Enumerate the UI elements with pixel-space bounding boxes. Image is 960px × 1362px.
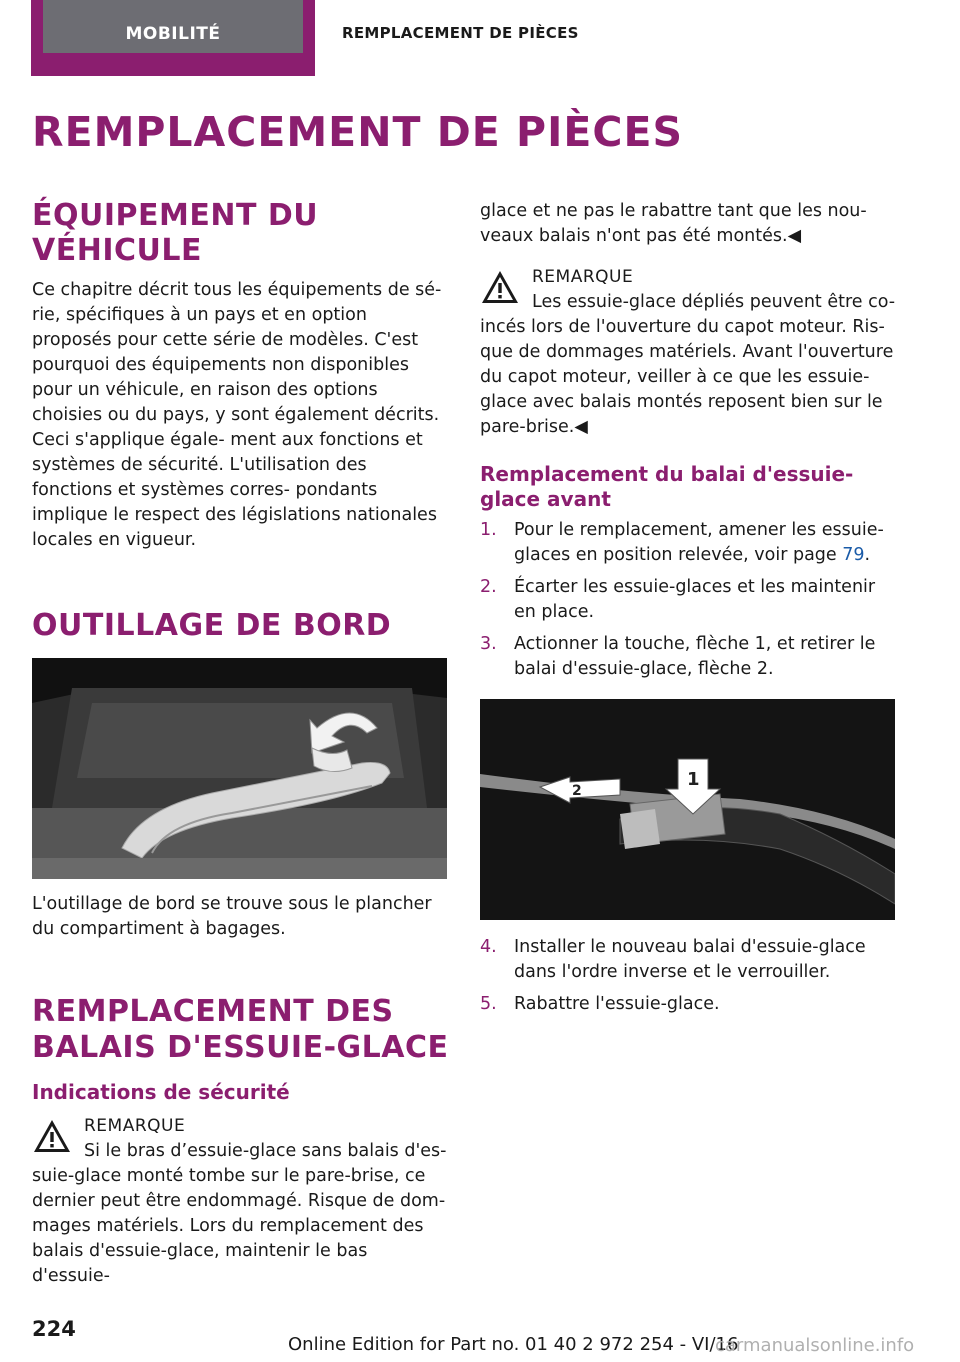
step-1: [480, 518, 898, 568]
section-heading-tools: OUTILLAGE DE BORD: [32, 608, 392, 643]
page-number: 224: [32, 1317, 76, 1341]
page-title: REMPLACEMENT DE PIÈCES: [32, 108, 683, 156]
step-number: 1.: [480, 520, 497, 540]
steps-list-2: [480, 935, 898, 1017]
trunk-illustration: [32, 658, 447, 879]
step-text-end: .: [864, 545, 871, 565]
step-3: [480, 632, 898, 682]
edition-footer: Online Edition for Part no. 01 40 2 972 254 - VI/16: [288, 1334, 739, 1355]
arrow-2-label: 2: [572, 783, 582, 799]
chapter-tab-label: MOBILITÉ: [43, 0, 303, 53]
left-column: [32, 198, 450, 1289]
step-number: 5.: [480, 994, 497, 1014]
warning-title-2: REMARQUE: [532, 267, 634, 287]
step-text: Écarter les essuie-glaces et les maintenir en place.: [514, 577, 876, 622]
watermark: carmanualsonline.info: [715, 1335, 915, 1356]
warning-text-2-first: Les essuie-glace dépliés peuvent être co-: [532, 292, 896, 312]
step-5: [480, 992, 898, 1017]
warning-continuation: glace et ne pas le rabattre tant que les nou- veaux balais n'ont pas été montés.◀: [480, 201, 867, 246]
chapter-tab: [31, 0, 315, 76]
warning-box-1: [32, 1114, 450, 1289]
steps-list-1: [480, 518, 898, 682]
step-number: 4.: [480, 937, 497, 957]
equipment-paragraph: Ce chapitre décrit tous les équipements de sé- rie, spécifiques à un pays et en option proposés pour cette série de modèles. C'est pourquoi des équipements non disponibles pour un véhicule, en raison des options choisies ou du pays, y sont également décrits. Ceci s'applique égale- ment aux fonctions et systèmes de sécurité. L'utilisation des fonctions et systèmes corres- pondants implique le respect des législations nationales locales en vigueur.: [32, 280, 442, 550]
step-text: Pour le remplacement, amener les essuie- glaces en position relevée, voir page: [514, 520, 884, 565]
arrow-1-label: 1: [687, 769, 700, 790]
warning-box-2: [480, 265, 898, 440]
step-text: Installer le nouveau balai d'essuie-glace dans l'ordre inverse et le verrouiller.: [514, 937, 866, 982]
subheading-safety: Indications de sécurité: [32, 1080, 290, 1104]
section-heading-equipment: ÉQUIPEMENT DU VÉHICULE: [32, 198, 319, 268]
subheading-front-wiper: Remplacement du balai d'essuie-glace avant: [480, 462, 854, 511]
step-number: 3.: [480, 634, 497, 654]
tools-paragraph: L'outillage de bord se trouve sous le plancher du compartiment à bagages.: [32, 894, 432, 939]
section-heading-wiper: REMPLACEMENT DES BALAIS D'ESSUIE-GLACE: [32, 994, 449, 1065]
warning-triangle-icon: [480, 269, 520, 305]
warning-title-1: REMARQUE: [84, 1116, 186, 1136]
step-text: Actionner la touche, flèche 1, et retirer le balai d'essuie-glace, flèche 2.: [514, 634, 876, 679]
step-2: [480, 575, 898, 625]
trunk-photo: [32, 658, 447, 879]
page-link[interactable]: 79: [842, 545, 865, 565]
wiper-photo: [480, 699, 895, 920]
warning-text-2: incés lors de l'ouverture du capot moteur. Ris- que de dommages matériels. Avant l'ouverture du capot moteur, veiller à ce que les essuie- glace avec balais montés reposent bien sur le pare-brise.◀: [480, 317, 894, 437]
breadcrumb: REMPLACEMENT DE PIÈCES: [342, 24, 579, 42]
right-column: [480, 199, 898, 1024]
step-number: 2.: [480, 577, 497, 597]
wiper-illustration: [480, 699, 895, 920]
step-text: Rabattre l'essuie-glace.: [514, 994, 720, 1014]
step-4: [480, 935, 898, 985]
warning-triangle-icon: [32, 1118, 72, 1154]
warning-text-1-first: Si le bras d’essuie-glace sans balais d'es-: [84, 1141, 447, 1161]
warning-text-1: suie-glace monté tombe sur le pare-brise, ce dernier peut être endommagé. Risque de dom- mages matériels. Lors du remplacement des balais d'essuie-glace, maintenir le bas d'essuie-: [32, 1166, 446, 1286]
